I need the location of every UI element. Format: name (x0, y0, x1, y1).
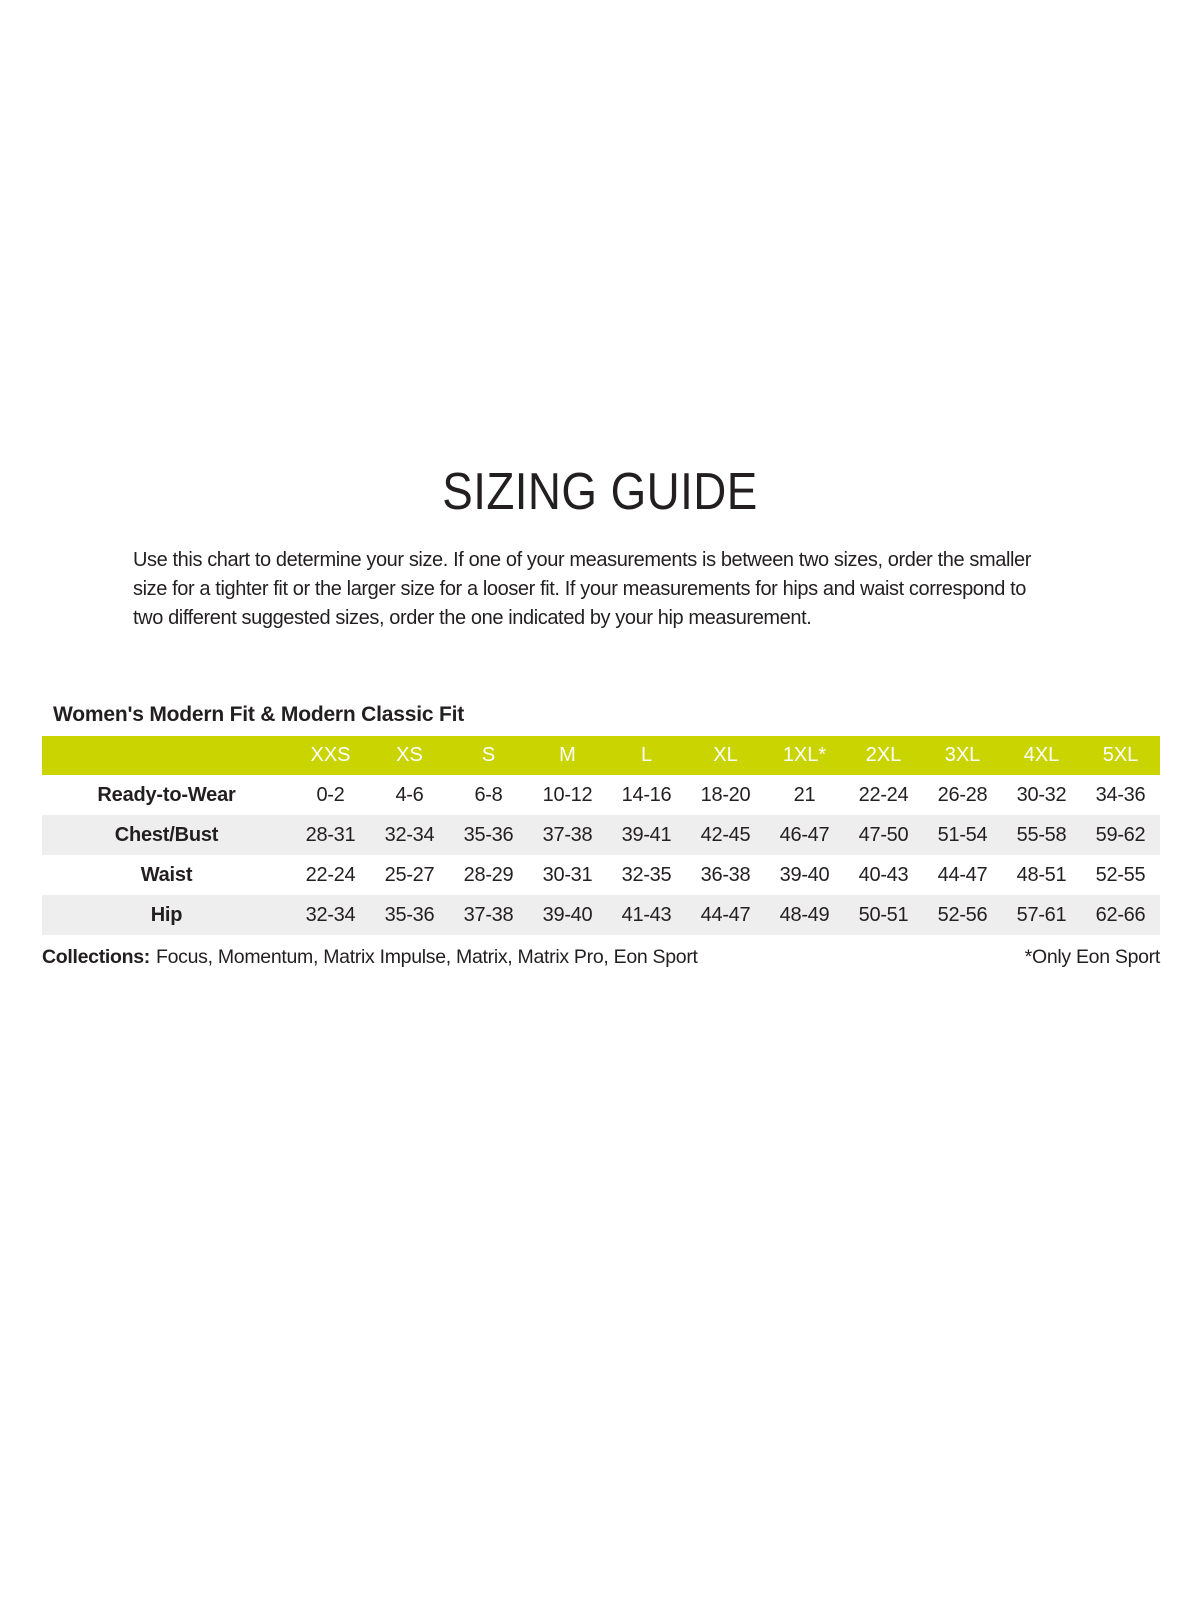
size-value-cell: 35-36 (463, 823, 514, 846)
size-table (42, 736, 1160, 935)
size-value-cell: 42-45 (700, 823, 751, 846)
section-title: Women's Modern Fit & Modern Classic Fit (53, 703, 465, 726)
size-value-cell: 52-56 (937, 903, 988, 926)
size-value-cell: 22-24 (858, 783, 909, 806)
measurement-row-label: Chest/Bust (114, 823, 219, 846)
size-table-row (42, 895, 1160, 935)
size-table-head (42, 736, 1160, 775)
size-value-cell: 39-41 (621, 823, 672, 846)
size-column-header: M (528, 736, 607, 775)
intro-paragraph (133, 546, 1200, 633)
size-value-cell: 26-28 (937, 783, 988, 806)
size-value-cell: 32-35 (621, 863, 672, 886)
size-value-cell: 59-62 (1095, 823, 1146, 846)
size-column-header: 1XL* (765, 736, 844, 775)
size-table-row (42, 775, 1160, 815)
size-column-header: S (449, 736, 528, 775)
size-column-header: 3XL (923, 736, 1002, 775)
size-value-cell: 41-43 (621, 903, 672, 926)
measurement-row-label: Waist (140, 863, 193, 886)
size-value-cell: 51-54 (937, 823, 988, 846)
collections-note (42, 945, 698, 969)
page-title: SIZING GUIDE (442, 463, 758, 521)
size-column-header: XL (686, 736, 765, 775)
size-column-header: L (607, 736, 686, 775)
size-value-cell: 4-6 (395, 783, 424, 806)
size-value-cell: 18-20 (700, 783, 751, 806)
size-column-header: 2XL (844, 736, 923, 775)
asterisk-note: *Only Eon Sport (1024, 946, 1160, 968)
intro-line: Use this chart to determine your size. If one of your measurements is between two sizes, order the smaller (133, 549, 1032, 571)
measurement-row-label: Hip (150, 903, 183, 926)
size-value-cell: 21 (793, 783, 816, 806)
size-column-header: XS (370, 736, 449, 775)
size-value-cell: 34-36 (1095, 783, 1146, 806)
size-value-cell: 47-50 (858, 823, 909, 846)
size-column-header: XXS (291, 736, 370, 775)
collections-label: Collections: (42, 946, 150, 968)
size-value-cell: 39-40 (779, 863, 830, 886)
measurement-row-label: Ready-to-Wear (97, 783, 236, 806)
size-value-cell: 40-43 (858, 863, 909, 886)
size-table-header-row (42, 736, 1160, 775)
size-value-cell: 57-61 (1016, 903, 1067, 926)
size-column-header: 4XL (1002, 736, 1081, 775)
size-table-row (42, 855, 1160, 895)
size-value-cell: 50-51 (858, 903, 909, 926)
table-footer (42, 945, 1160, 969)
size-column-header: 5XL (1081, 736, 1160, 775)
size-value-cell: 48-51 (1016, 863, 1067, 886)
size-value-cell: 28-29 (463, 863, 514, 886)
size-value-cell: 35-36 (384, 903, 435, 926)
size-value-cell: 10-12 (542, 783, 593, 806)
size-value-cell: 46-47 (779, 823, 830, 846)
intro-line: two different suggested sizes, order the one indicated by your hip measurement. (133, 607, 812, 629)
size-value-cell: 37-38 (542, 823, 593, 846)
size-value-cell: 28-31 (305, 823, 356, 846)
size-value-cell: 6-8 (474, 783, 503, 806)
size-value-cell: 25-27 (384, 863, 435, 886)
size-value-cell: 52-55 (1095, 863, 1146, 886)
size-value-cell: 48-49 (779, 903, 830, 926)
size-value-cell: 14-16 (621, 783, 672, 806)
size-value-cell: 30-32 (1016, 783, 1067, 806)
size-value-cell: 39-40 (542, 903, 593, 926)
size-table-body (42, 775, 1160, 935)
size-value-cell: 30-31 (542, 863, 593, 886)
collections-list: Focus, Momentum, Matrix Impulse, Matrix, Matrix Pro, Eon Sport (156, 946, 698, 968)
size-value-cell: 36-38 (700, 863, 751, 886)
size-value-cell: 55-58 (1016, 823, 1067, 846)
size-value-cell: 32-34 (384, 823, 435, 846)
size-value-cell: 32-34 (305, 903, 356, 926)
size-value-cell: 44-47 (700, 903, 751, 926)
size-value-cell: 44-47 (937, 863, 988, 886)
size-table-row (42, 815, 1160, 855)
size-table-corner-cell (42, 736, 291, 775)
size-value-cell: 0-2 (316, 783, 345, 806)
size-value-cell: 62-66 (1095, 903, 1146, 926)
size-value-cell: 37-38 (463, 903, 514, 926)
intro-line: size for a tighter fit or the larger size for a looser fit. If your measurements for hips and waist correspond to (133, 578, 1026, 600)
size-value-cell: 22-24 (305, 863, 356, 886)
